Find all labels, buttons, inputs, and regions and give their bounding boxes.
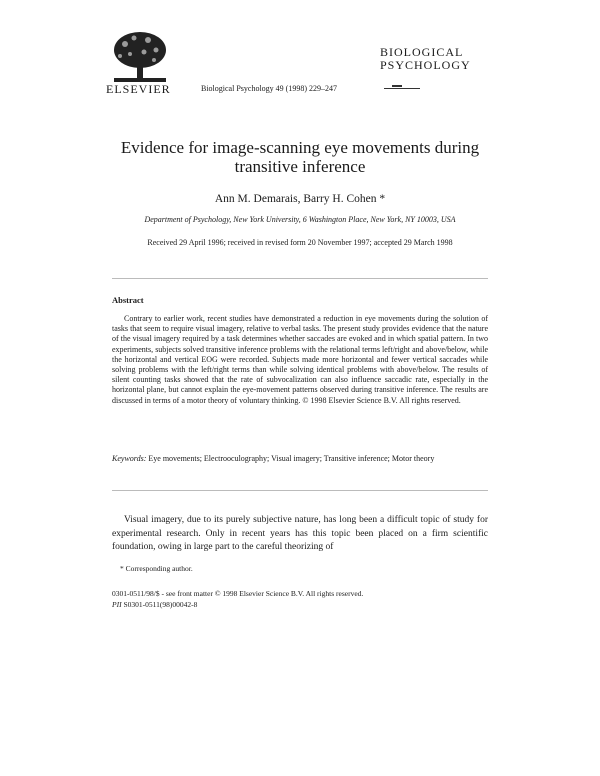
body-paragraph: Visual imagery, due to its purely subjective nature, has long been a difficult topic of study for experimental research. Only in recent years has this topic been placed on a firm scientific foundation, owing in large part to the careful theorizing of: [112, 515, 488, 552]
article-title: Evidence for image-scanning eye movements during transitive inference: [120, 138, 480, 176]
keywords: [112, 454, 488, 464]
journal-mark: [392, 85, 402, 87]
received-dates: Received 29 April 1996; received in revised form 20 November 1997; accepted 29 March 1998: [147, 238, 453, 247]
divider: [112, 490, 488, 491]
journal-title-line1: BIOLOGICAL: [380, 45, 464, 59]
article-authors: Ann M. Demarais, Barry H. Cohen *: [214, 193, 386, 205]
keywords-list: Eye movements; Electrooculography; Visual imagery; Transitive inference; Motor theory: [146, 454, 435, 463]
divider: [112, 278, 488, 279]
pii-line: [112, 600, 197, 609]
journal-title: [380, 46, 471, 72]
journal-underline: [384, 88, 420, 89]
publisher-name: ELSEVIER: [106, 82, 171, 96]
abstract-heading: Abstract: [112, 295, 144, 305]
pii-value: S0301-0511(98)00042-8: [121, 600, 198, 609]
issn-line: 0301-0511/98/$ - see front matter © 1998 Elsevier Science B.V. All rights reserved.: [112, 589, 364, 598]
keywords-label: Keywords:: [112, 454, 147, 463]
pii-label: PII: [112, 600, 122, 609]
footnote: * Corresponding author.: [120, 564, 193, 573]
abstract-text: Contrary to earlier work, recent studies have demonstrated a reduction in eye movements during the solution of tasks that seem to require visual imagery, relative to verbal tasks. The present study provides evidence that the nature of the visual imagery required by a task determines whether saccades are evoked and in which spatial pattern. In two experiments, subjects solved transitive inference problems with the relational terms left/right and above/below, while the horizontal and vertical EOG were recorded. Subjects made more horizontal and fewer vertical saccades while solving problems with the left/right terms than while solving identical problems with above/below. The results of silent counting tasks showed that the rate of subvocalization can also influence saccadic rate, especially in the horizontal plane, but cannot explain the eye-movement patterns observed during transitive inference. The results are discussed in terms of a motor theory of voluntary thinking. © 1998 Elsevier Science B.V. All rights reserved.: [112, 314, 488, 405]
author-affiliation: Department of Psychology, New York University, 6 Washington Place, New York, NY 10003, USA: [144, 215, 456, 224]
journal-title-line2: PSYCHOLOGY: [380, 58, 471, 72]
elsevier-tree-logo-icon: [110, 30, 170, 90]
journal-citation: Biological Psychology 49 (1998) 229–247: [201, 84, 337, 93]
